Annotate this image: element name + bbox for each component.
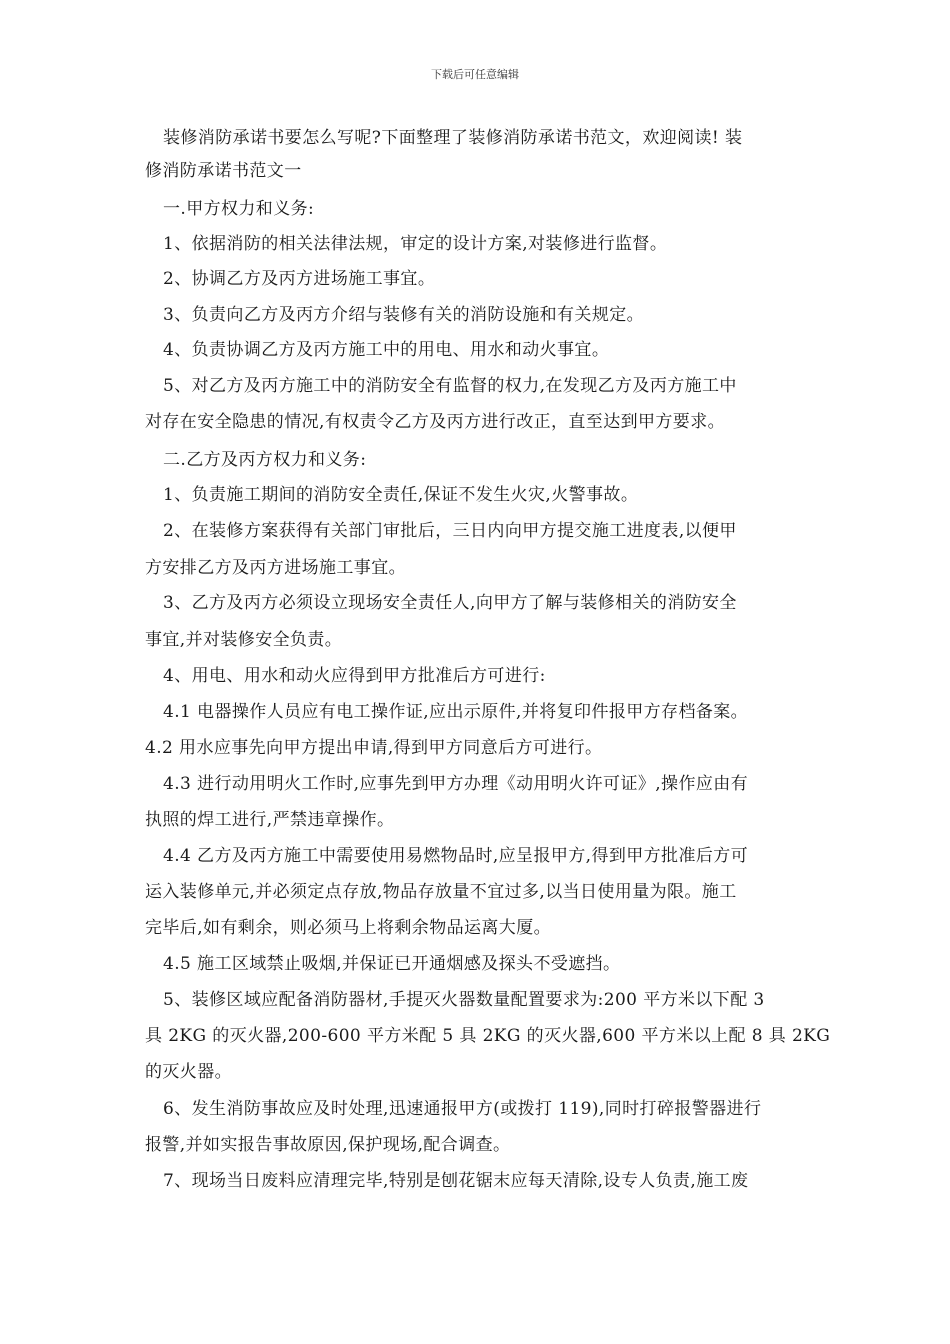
paragraph-line: 事宜,并对装修安全负责。 <box>145 630 343 650</box>
paragraph-line: 1、负责施工期间的消防安全责任,保证不发生火灾,火警事故。 <box>163 485 639 505</box>
page-header: 下载后可任意编辑 <box>431 68 519 81</box>
paragraph-line: 4、用电、用水和动火应得到甲方批准后方可进行: <box>163 666 546 686</box>
paragraph-line: 3、负责向乙方及丙方介绍与装修有关的消防设施和有关规定。 <box>163 305 645 325</box>
paragraph-line: 完毕后,如有剩余，则必须马上将剩余物品运离大厦。 <box>145 918 552 938</box>
paragraph-line: 4.3 进行动用明火工作时,应事先到甲方办理《动用明火许可证》,操作应由有 <box>163 774 749 794</box>
paragraph-line: 4、负责协调乙方及丙方施工中的用电、用水和动火事宜。 <box>163 340 610 360</box>
paragraph-line: 4.5 施工区域禁止吸烟,并保证已开通烟感及探头不受遮挡。 <box>163 954 621 974</box>
paragraph-line: 5、对乙方及丙方施工中的消防安全有监督的权力,在发现乙方及丙方施工中 <box>163 376 737 396</box>
paragraph-line: 4.4 乙方及丙方施工中需要使用易燃物品时,应呈报甲方,得到甲方批准后方可 <box>163 846 749 866</box>
paragraph-line: 二.乙方及丙方权力和义务: <box>163 450 367 470</box>
paragraph-line: 2、协调乙方及丙方进场施工事宜。 <box>163 269 436 289</box>
paragraph-line: 一.甲方权力和义务: <box>163 199 315 219</box>
paragraph-line: 装修消防承诺书要怎么写呢?下面整理了装修消防承诺书范文，欢迎阅读! 装 <box>163 128 743 148</box>
paragraph-line: 运入装修单元,并必须定点存放,物品存放量不宜过多,以当日使用量为限。施工 <box>145 882 737 902</box>
paragraph-line: 4.1 电器操作人员应有电工操作证,应出示原件,并将复印件报甲方存档备案。 <box>163 702 749 722</box>
paragraph-line: 执照的焊工进行,严禁违章操作。 <box>145 810 395 830</box>
paragraph-line: 方安排乙方及丙方进场施工事宜。 <box>145 558 406 578</box>
paragraph-line: 4.2 用水应事先向甲方提出申请,得到甲方同意后方可进行。 <box>145 738 603 758</box>
paragraph-line: 2、在装修方案获得有关部门审批后，三日内向甲方提交施工进度表,以便甲 <box>163 521 737 541</box>
paragraph-line: 具 2KG 的灭火器,200-600 平方米配 5 具 2KG 的灭火器,600 平方米以上配 8 具 2KG <box>145 1026 831 1046</box>
paragraph-line: 6、发生消防事故应及时处理,迅速通报甲方(或拨打 119),同时打碎报警器进行 <box>163 1099 762 1119</box>
paragraph-line: 的灭火器。 <box>145 1062 232 1082</box>
paragraph-line: 3、乙方及丙方必须设立现场安全责任人,向甲方了解与装修相关的消防安全 <box>163 593 737 613</box>
paragraph-line: 报警,并如实报告事故原因,保护现场,配合调查。 <box>145 1135 511 1155</box>
paragraph-line: 7、现场当日废料应清理完毕,特别是刨花锯末应每天清除,设专人负责,施工废 <box>163 1171 749 1191</box>
paragraph-line: 对存在安全隐患的情况,有权责令乙方及丙方进行改正，直至达到甲方要求。 <box>145 412 726 432</box>
paragraph-line: 1、依据消防的相关法律法规，审定的设计方案,对装修进行监督。 <box>163 234 668 254</box>
paragraph-line: 修消防承诺书范文一 <box>145 161 302 181</box>
paragraph-line: 5、装修区域应配备消防器材,手提灭火器数量配置要求为:200 平方米以下配 3 <box>163 990 765 1010</box>
